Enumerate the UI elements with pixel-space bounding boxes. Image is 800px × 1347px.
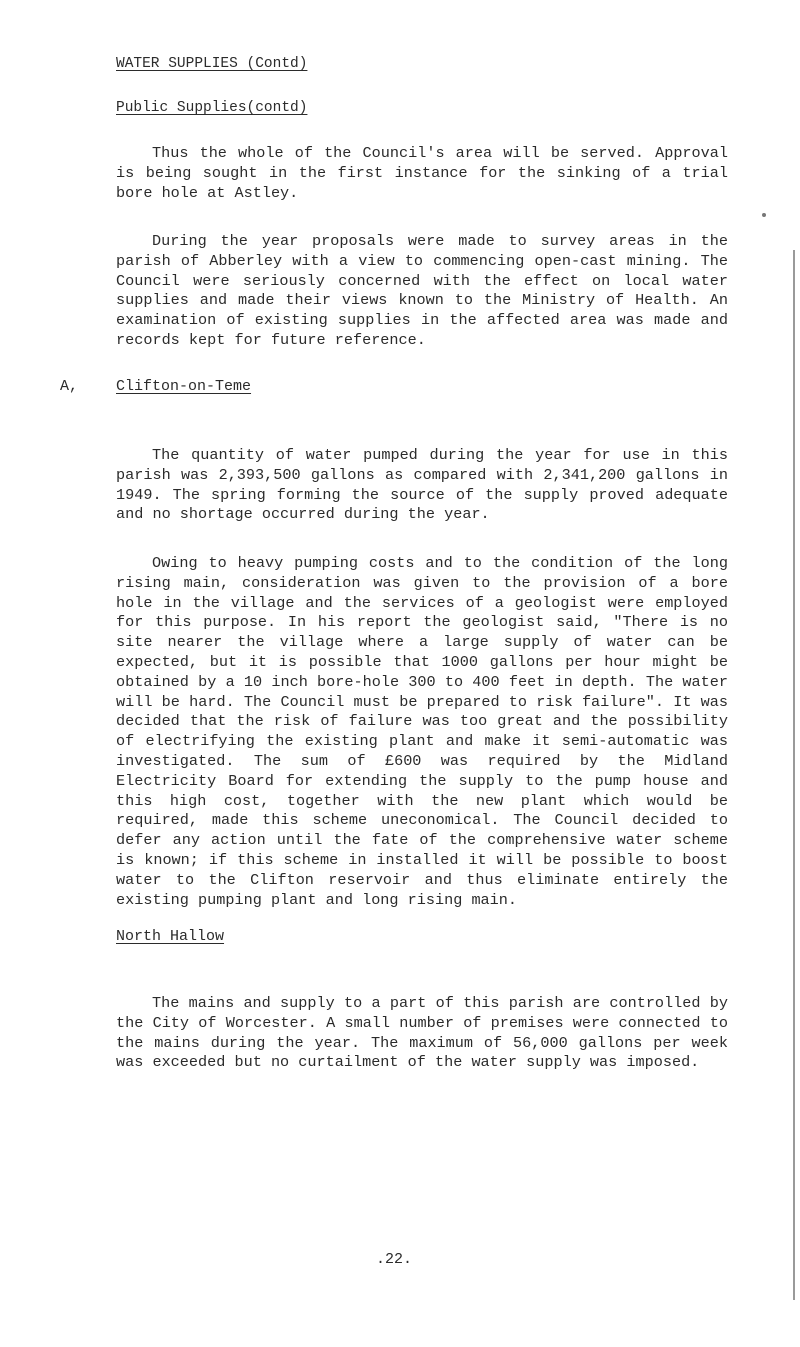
north-hallow-paragraph	[116, 994, 728, 1073]
clifton-paragraph-1	[116, 446, 728, 525]
clifton-paragraph-2-text: Owing to heavy pumping costs and to the condition of the long rising main, consideration was given to the provision of a bore hole in the village and the services of a geologist were employed for this purpose. In his report the geologist said, "There is no site nearer the village where a large supply of water can be expected, but it is possible that 1000 gallons per hour might be obtained by a 10 inch bore-hole 300 to 400 feet in depth. The water will be hard. The Council must be prepared to risk failure". It was decided that the risk of failure was too great and the possibility of electrifying the existing plant and make it semi-automatic was investigated. The sum of £600 was required by the Midland Electricity Board for extending the supply to the pump house and this high cost, together with the new plant which would be required, made this scheme uneconomical. The Council decided to defer any action until the fate of the comprehensive water scheme is known; if this scheme in installed it will be possible to boost water to the Clifton reservoir and thus eliminate entirely the existing pumping plant and long rising main.	[116, 554, 728, 909]
intro-paragraph-2	[116, 232, 728, 351]
section-heading-north-hallow: North Hallow	[116, 928, 225, 945]
page-title: WATER SUPPLIES (Contd)	[116, 56, 308, 72]
clifton-paragraph-2	[116, 554, 728, 910]
section-subtitle: Public Supplies(contd)	[116, 100, 308, 116]
clifton-paragraph-1-text: The quantity of water pumped during the year for use in this parish was 2,393,500 gallons as compared with 2,341,200 gallons in 1949. The spring forming the source of the supply proved adequate and no shortage occurred during the year.	[116, 446, 728, 524]
north-hallow-paragraph-text: The mains and supply to a part of this parish are controlled by the City of Worcester. A small number of premises were connected to the mains during the year. The maximum of 56,000 gallons per week was exceeded but no curtailment of the water supply was imposed.	[116, 994, 728, 1072]
scan-edge-line	[793, 250, 795, 1300]
intro-paragraph-1	[116, 144, 728, 203]
intro-paragraph-2-text: During the year proposals were made to survey areas in the parish of Abberley with a view to commencing open-cast mining. The Council were seriously concerned with the effect on local water supplies and made their views known to the Ministry of Health. An examination of existing supplies in the affected area was made and records kept for future reference.	[116, 232, 728, 349]
section-marker: A,	[60, 378, 79, 395]
intro-paragraph-1-text: Thus the whole of the Council's area will be served. Approval is being sought in the first instance for the sinking of a trial bore hole at Astley.	[116, 144, 728, 202]
scan-speck	[762, 213, 766, 217]
page-number: .22.	[376, 1251, 413, 1268]
section-heading-clifton: Clifton-on-Teme	[116, 378, 252, 395]
